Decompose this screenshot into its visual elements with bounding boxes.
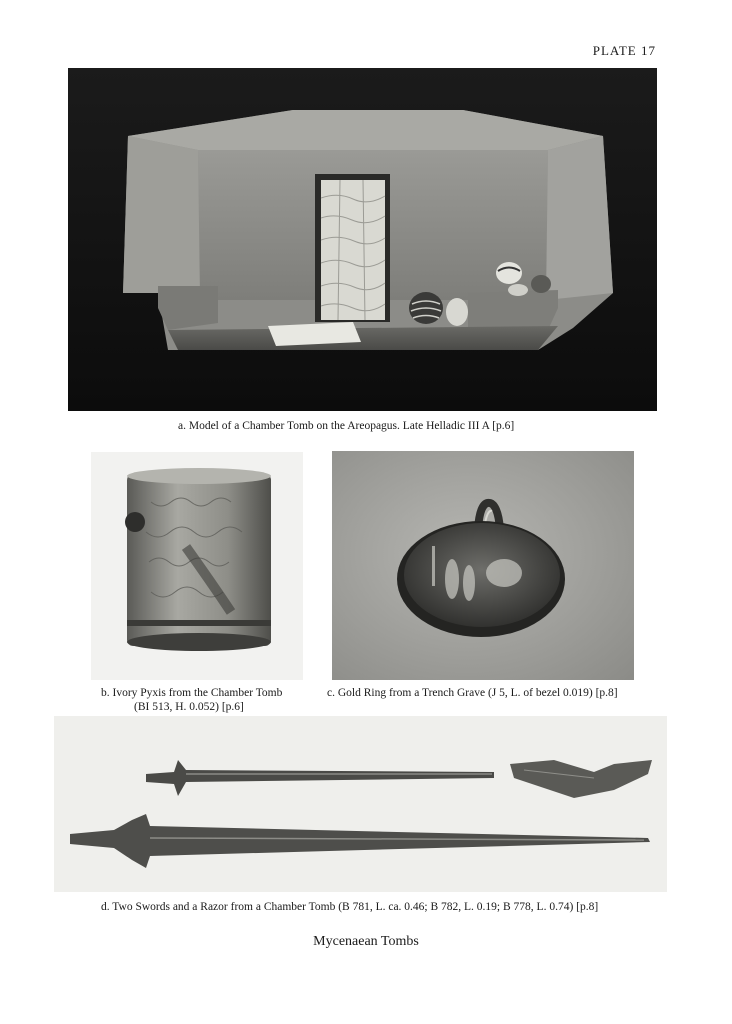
gold-ring-image [332,451,634,680]
photo-gold-ring [332,451,634,680]
photo-swords-and-razor [54,716,667,892]
caption-a: a. Model of a Chamber Tomb on the Areopagus. Late Helladic III A [p.6] [178,420,515,432]
caption-c: c. Gold Ring from a Trench Grave (J 5, L. of bezel 0.019) [p.8] [327,687,618,699]
swords-and-razor-image [54,716,667,892]
chamber-tomb-model-image [68,68,657,411]
caption-b-line1: b. Ivory Pyxis from the Chamber Tomb [101,687,283,699]
ivory-pyxis-image [91,452,303,680]
plate-number: PLATE 17 [592,43,656,58]
caption-d: d. Two Swords and a Razor from a Chamber Tomb (B 781, L. ca. 0.46; B 782, L. 0.19; B 778, L. 0.74) [p.8] [101,901,599,913]
page-footer-title: Mycenaean Tombs [313,934,419,949]
caption-b-line2: (BI 513, H. 0.052) [p.6] [134,701,244,713]
photo-ivory-pyxis [91,452,303,680]
photo-chamber-tomb-model [68,68,657,411]
